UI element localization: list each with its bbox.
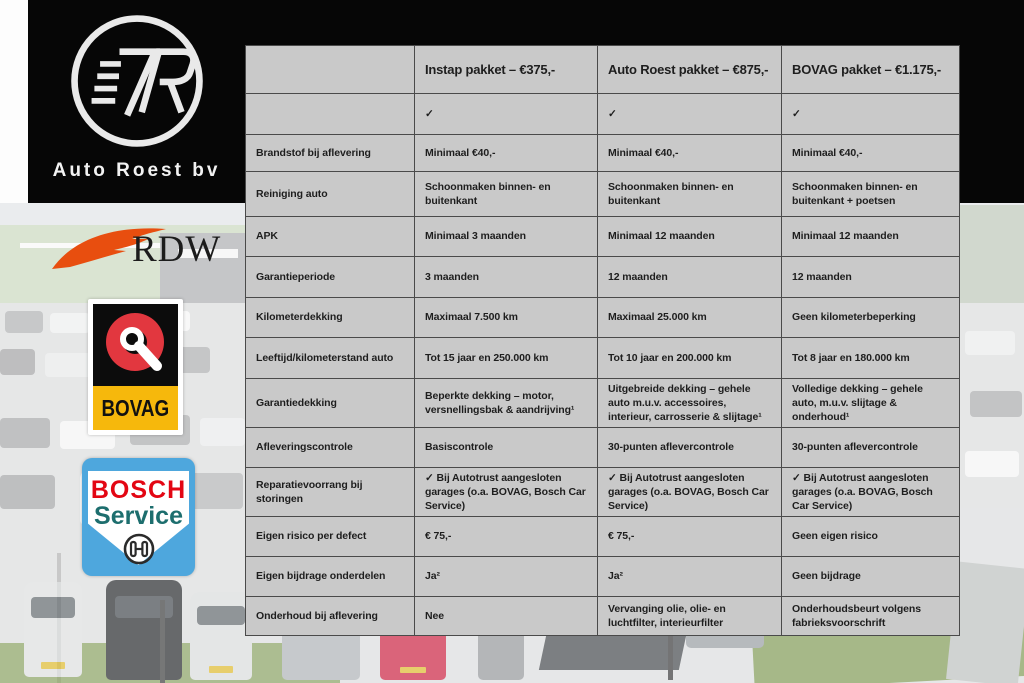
cell: Tot 8 jaar en 180.000 km — [782, 337, 959, 378]
cell: Minimaal €40,- — [598, 134, 782, 171]
table-row — [246, 256, 959, 297]
cell: Tot 10 jaar en 200.000 km — [598, 337, 782, 378]
bosch-armature-icon — [122, 532, 156, 566]
brand-name: Auto Roest bv — [52, 160, 221, 181]
table-row — [246, 467, 959, 516]
cell: Geen bijdrage — [782, 556, 959, 596]
car-shape — [0, 475, 55, 509]
row-label: Reparatievoorrang bij storingen — [246, 467, 415, 517]
cell: 3 maanden — [415, 256, 598, 297]
column-header-bovag: BOVAG pakket – €1.175,- — [792, 61, 942, 77]
car-shape — [0, 349, 35, 375]
cell: Ja² — [415, 556, 598, 596]
row-label: Garantiedekking — [246, 378, 415, 428]
cell: Geen eigen risico — [782, 516, 959, 556]
cell: Maximaal 25.000 km — [598, 297, 782, 337]
lamp-post-shape — [160, 600, 165, 683]
cell: 30-punten aflevercontrole — [598, 427, 782, 467]
cell: ✓ — [415, 93, 598, 134]
cell: Beperkte dekking – motor, versnellingsbak & aandrijving¹ — [415, 378, 598, 428]
row-label: Eigen risico per defect — [246, 516, 415, 556]
bosch-wordmark: BOSCH — [90, 476, 187, 504]
car-shape — [5, 311, 43, 333]
rdw-logo-text: RDW — [132, 229, 222, 270]
table-row — [246, 427, 959, 467]
cell: Nee — [415, 596, 598, 635]
comparison-table — [245, 45, 960, 636]
car-shape — [45, 353, 93, 377]
table-row — [246, 378, 959, 427]
cell: Minimaal €40,- — [782, 134, 959, 171]
cell: Ja² — [598, 556, 782, 596]
car-shape — [50, 313, 90, 333]
row-label: Kilometerdekking — [246, 297, 415, 337]
car-shape — [965, 331, 1015, 355]
bovag-logo — [88, 299, 183, 435]
row-label: APK — [246, 216, 415, 256]
cell: Tot 15 jaar en 250.000 km — [415, 337, 598, 378]
car-shape — [106, 580, 182, 680]
row-label: Leeftijd/kilometerstand auto — [246, 337, 415, 378]
cell: ✓ Bij Autotrust aangesloten garages (o.a. BOVAG, Bosch Car Service) — [598, 467, 782, 517]
car-shape — [965, 451, 1019, 477]
cell: 30-punten aflevercontrole — [782, 427, 959, 467]
row-label: Onderhoud bij aflevering — [246, 596, 415, 635]
cell: 12 maanden — [782, 256, 959, 297]
row-label: Brandstof bij aflevering — [246, 134, 415, 171]
table-row — [246, 297, 959, 337]
cell: € 75,- — [598, 516, 782, 556]
bovag-wordmark: BOVAG — [93, 386, 178, 430]
car-shape — [24, 582, 82, 677]
row-label: Eigen bijdrage onderdelen — [246, 556, 415, 596]
rdw-logo — [50, 222, 235, 274]
cell: ✓ Bij Autotrust aangesloten garages (o.a. BOVAG, Bosch Car Service) — [415, 467, 598, 517]
cell: ✓ — [782, 93, 959, 134]
table-row — [246, 93, 959, 134]
cell: Schoonmaken binnen- en buitenkant + poetsen — [782, 171, 959, 216]
column-header-instap: Instap pakket – €375,- — [415, 46, 598, 93]
bosch-service-logo — [82, 458, 195, 576]
cell: Uitgebreide dekking – gehele auto m.u.v. accessoires, interieur, carrosserie & slijtage¹ — [598, 378, 782, 428]
cell: Onderhoudsbeurt volgens fabrieksvoorschrift — [782, 596, 959, 635]
row-label: Reiniging auto — [246, 171, 415, 216]
cell: 12 maanden — [598, 256, 782, 297]
column-header-auto-roest: Auto Roest pakket – €875,- — [598, 46, 782, 93]
cell: Geen kilometerbeperking — [782, 297, 959, 337]
cell: Basiscontrole — [415, 427, 598, 467]
cell: Minimaal 12 maanden — [782, 216, 959, 256]
row-label — [246, 93, 415, 134]
table-row — [246, 596, 959, 635]
cell: Maximaal 7.500 km — [415, 297, 598, 337]
table-row — [246, 134, 959, 171]
row-label: Afleveringscontrole — [246, 427, 415, 467]
table-row — [246, 516, 959, 556]
table-row — [246, 556, 959, 596]
cell: Schoonmaken binnen- en buitenkant — [415, 171, 598, 216]
table-row — [246, 216, 959, 256]
cell: Vervanging olie, olie- en luchtfilter, interieurfilter — [598, 596, 782, 635]
car-shape — [200, 418, 245, 446]
cell: Minimaal €40,- — [415, 134, 598, 171]
cell: ✓ — [598, 93, 782, 134]
cell: ✓ Bij Autotrust aangesloten garages (o.a. BOVAG, Bosch Car Service) — [782, 467, 959, 517]
cell: Minimaal 12 maanden — [598, 216, 782, 256]
table-header-row — [246, 46, 959, 93]
cell: € 75,- — [415, 516, 598, 556]
car-shape — [0, 418, 50, 448]
bosch-service-wordmark: Service — [94, 502, 183, 530]
auto-roest-7r-logo-icon — [60, 10, 214, 152]
cell: Schoonmaken binnen- en buitenkant — [598, 171, 782, 216]
table-corner-cell — [246, 46, 415, 93]
bovag-wrench-icon — [93, 304, 178, 386]
car-shape — [970, 391, 1022, 417]
table-row — [246, 171, 959, 216]
table-row — [246, 337, 959, 378]
cell: Minimaal 3 maanden — [415, 216, 598, 256]
car-shape — [190, 592, 252, 680]
row-label: Garantieperiode — [246, 256, 415, 297]
cell: Volledige dekking – gehele auto, m.u.v. slijtage & onderhoud¹ — [782, 378, 959, 428]
